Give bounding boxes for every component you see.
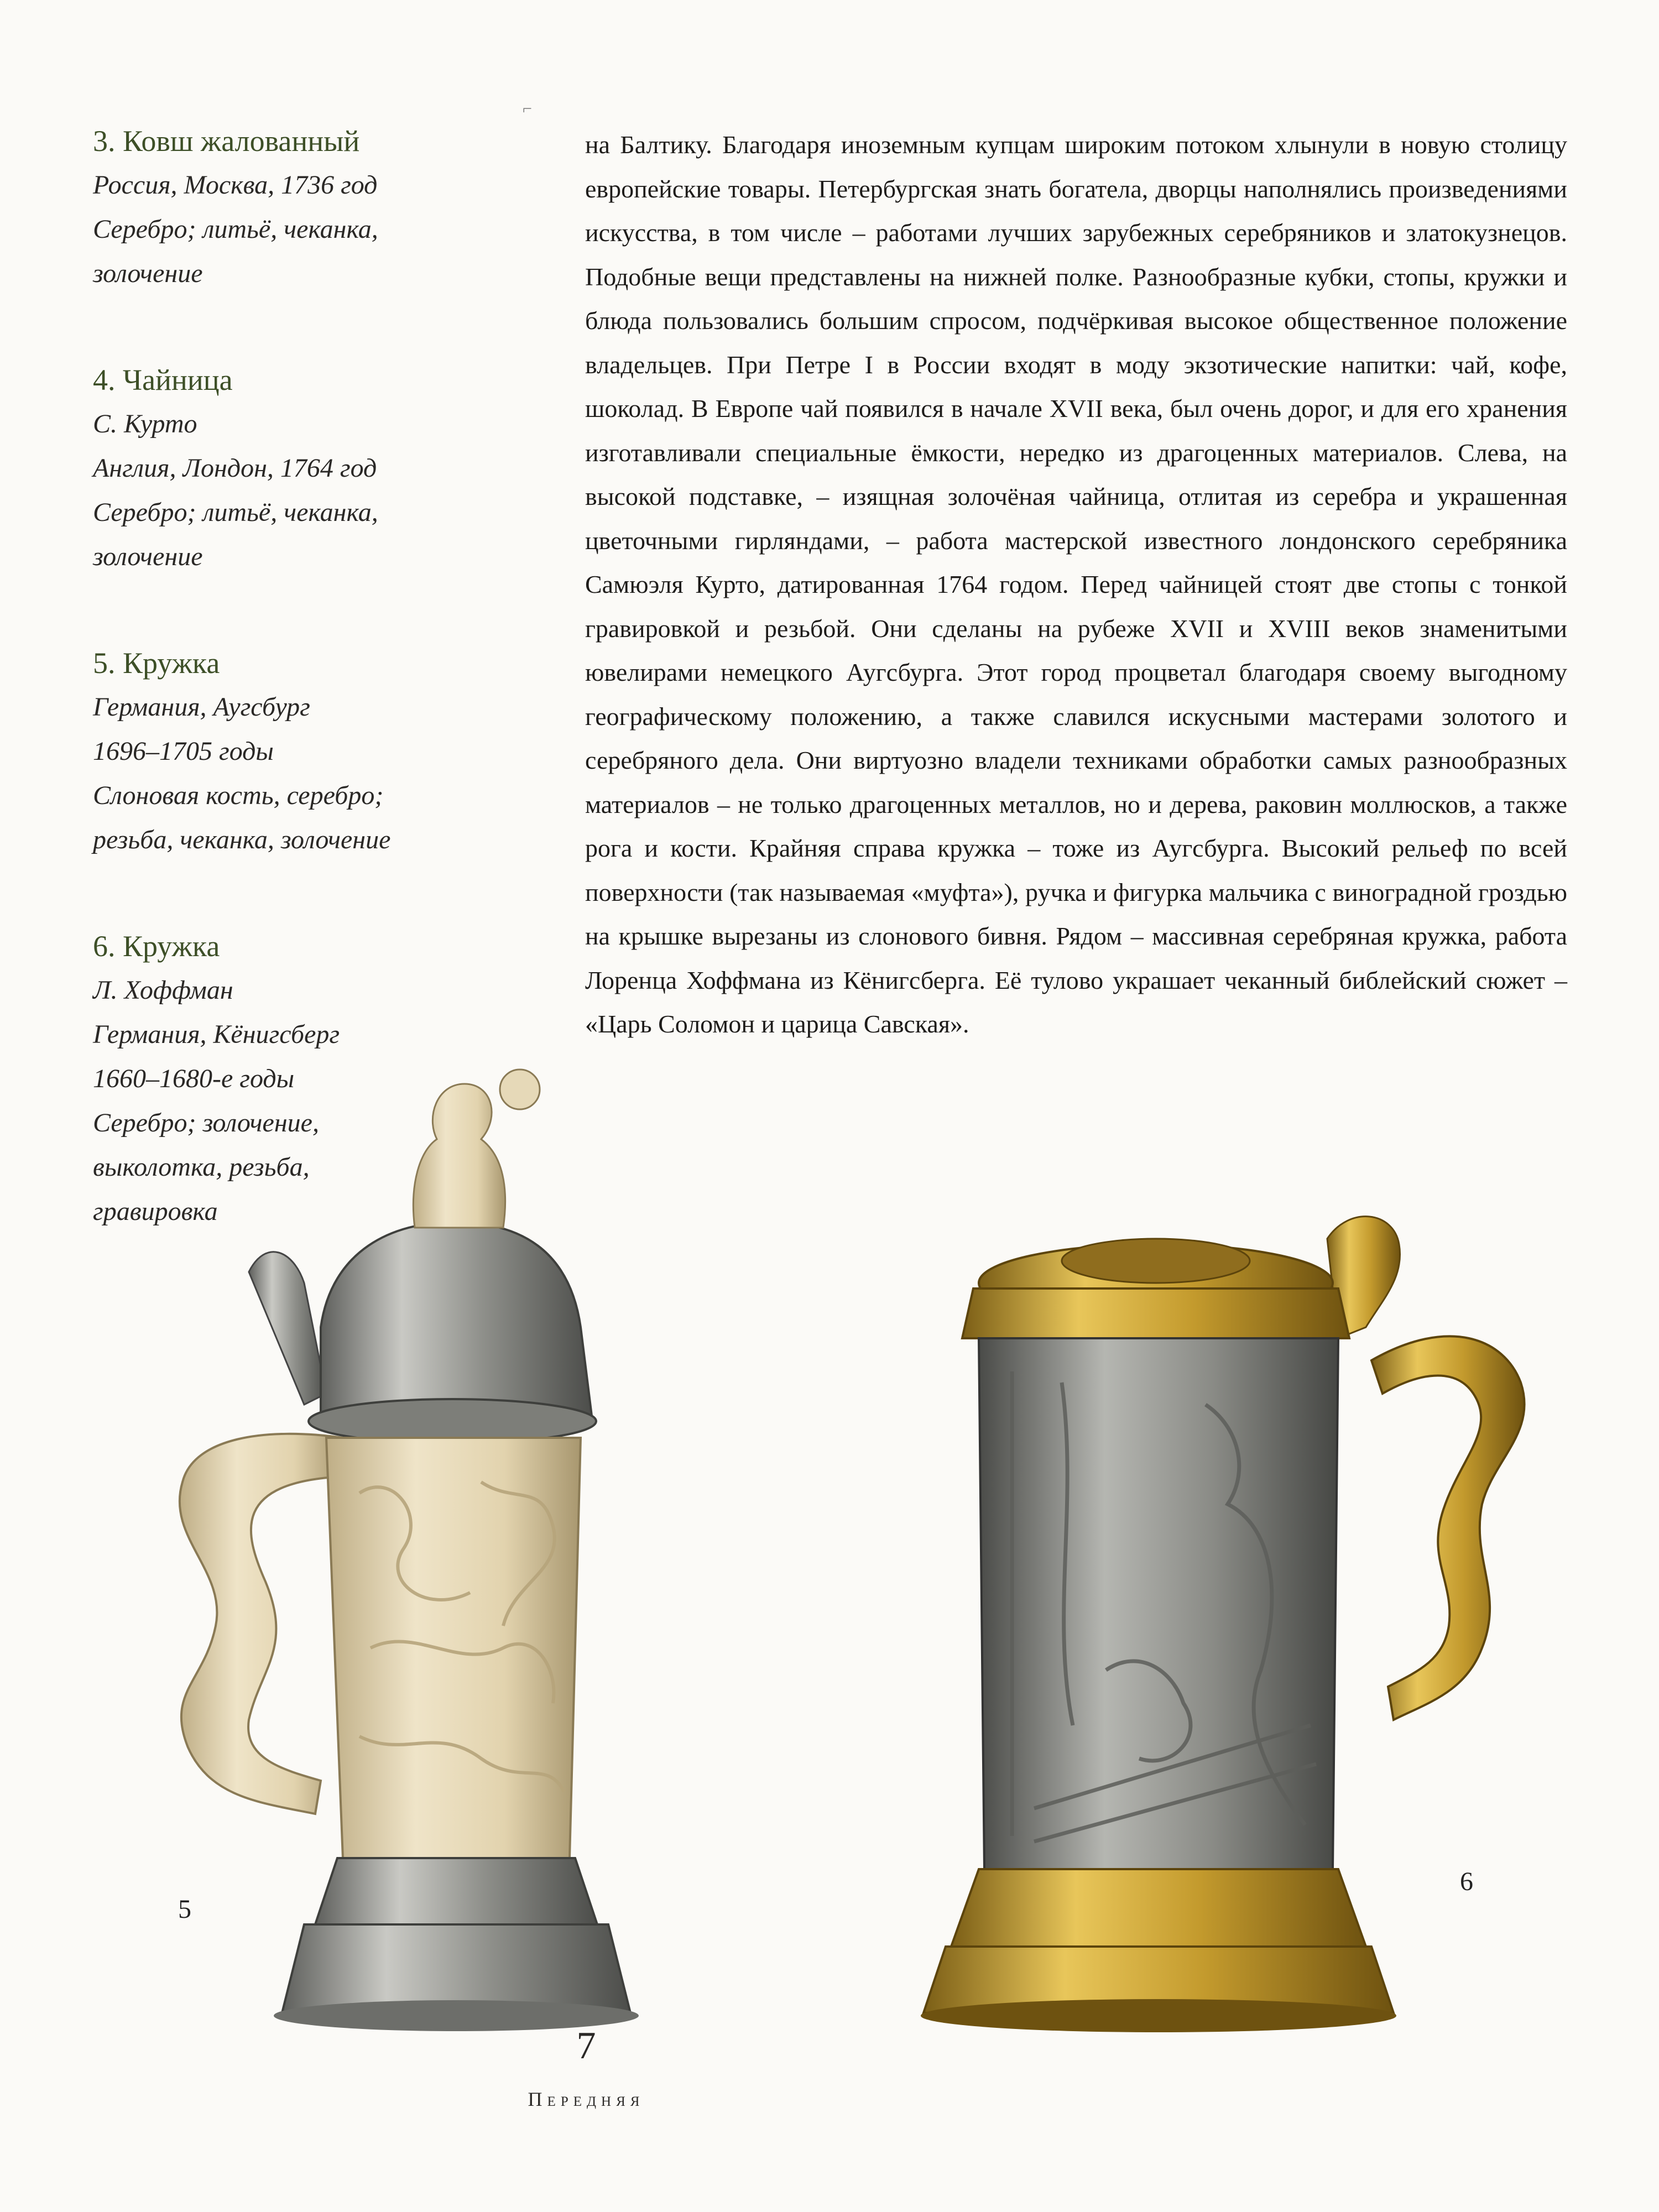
- ivory-tankard-photo: [83, 1040, 664, 2035]
- caption-line: С. Курто: [93, 409, 197, 439]
- caption-line: золочение: [93, 259, 203, 288]
- caption-line: 1696–1705 годы: [93, 737, 274, 766]
- plate-label-right: 6: [1460, 1867, 1473, 1896]
- body-text: на Балтику. Благодаря иноземным купцам широким потоком хлынули в новую столицу европейские товары. Петербургская знать богатела, дворцы наполнялись произведениями искусства, в том числе – работами лучших зарубежных серебряников и златокузнецов. Подобные вещи представлены на нижней полке. Разнообразные кубки, стопы, кружки и блюда пользовались большим спросом, подчёркивая высокое общественное положение владельцев. При Петре I в России входят в моду экзотические напитки: чай, кофе, шоколад. В Европе чай появился в начале XVII века, был очень дорог, и для его хранения изготавливали специальные ёмкости, нередко из драгоценных материалов. Слева, на высокой подставке, – изящная золочёная чайница, отлитая из серебра и украшенная цветочными гирляндами, – работа мастерской известного лондонского серебряника Самюэля Курто, датированная 1764 годом. Перед чайницей стоят две стопы с тонкой гравировкой и резьбой. Они сделаны на рубеже XVII и XVIII веков знаменитыми ювелирами немецкого Аугсбурга. Этот город процветал благодаря своему выгодному географическому положению, а также славился искусными мастерами золотого и серебряного дела. Они виртуозно владели техниками обработки самых разнообразных материалов – не только драгоценных металлов, но и дерева, раковин моллюсков, а также рога и кости. Крайняя справа кружка – тоже из Аугсбурга. Высокий рельеф по всей поверхности (так называемая «муфта»), ручка и фигурка мальчика с виноградной гроздью на крышке вырезаны из слонового бивня. Рядом – массивная серебряная кружка, работа Лоренца Хоффмана из Кёнигсберга. Её тулово украшает чеканный библейский сюжет – «Царь Соломон и царица Савская».: [585, 131, 1567, 1038]
- caption-title: 6. Кружка: [93, 930, 220, 963]
- caption-line: гравировка: [93, 1197, 218, 1226]
- caption-line: Серебро; золочение,: [93, 1108, 319, 1138]
- caption-title: 5. Кружка: [93, 646, 220, 680]
- caption-line: резьба, чеканка, золочение: [93, 825, 391, 854]
- caption-line: Серебро; литьё, чеканка,: [93, 498, 378, 527]
- plate-label-left: 5: [178, 1895, 191, 1924]
- caption-line: Англия, Лондон, 1764 год: [93, 453, 377, 483]
- silver-gilt-tankard-photo: [896, 1172, 1615, 2046]
- page-number: 7: [576, 2025, 596, 2067]
- margin-mark: ⌐: [523, 100, 532, 118]
- caption-line: Л. Хоффман: [93, 975, 233, 1005]
- caption-line: 1660–1680-е годы: [93, 1064, 295, 1093]
- caption-title: 4. Чайница: [93, 363, 233, 397]
- caption-item-3: [93, 119, 513, 296]
- caption-line: Серебро; литьё, чеканка,: [93, 215, 378, 244]
- caption-item-4: [93, 358, 513, 579]
- caption-title: 3. Ковш жалованный: [93, 124, 360, 158]
- caption-line: золочение: [93, 542, 203, 571]
- caption-line: Россия, Москва, 1736 год: [93, 170, 378, 200]
- caption-line: Германия, Кёнигсберг: [93, 1020, 340, 1049]
- caption-line: Слоновая кость, серебро;: [93, 781, 384, 810]
- caption-line: выколотка, резьба,: [93, 1152, 310, 1182]
- caption-item-5: [93, 641, 513, 862]
- running-head: Передняя: [528, 2088, 645, 2110]
- caption-line: Германия, Аугсбург: [93, 692, 310, 722]
